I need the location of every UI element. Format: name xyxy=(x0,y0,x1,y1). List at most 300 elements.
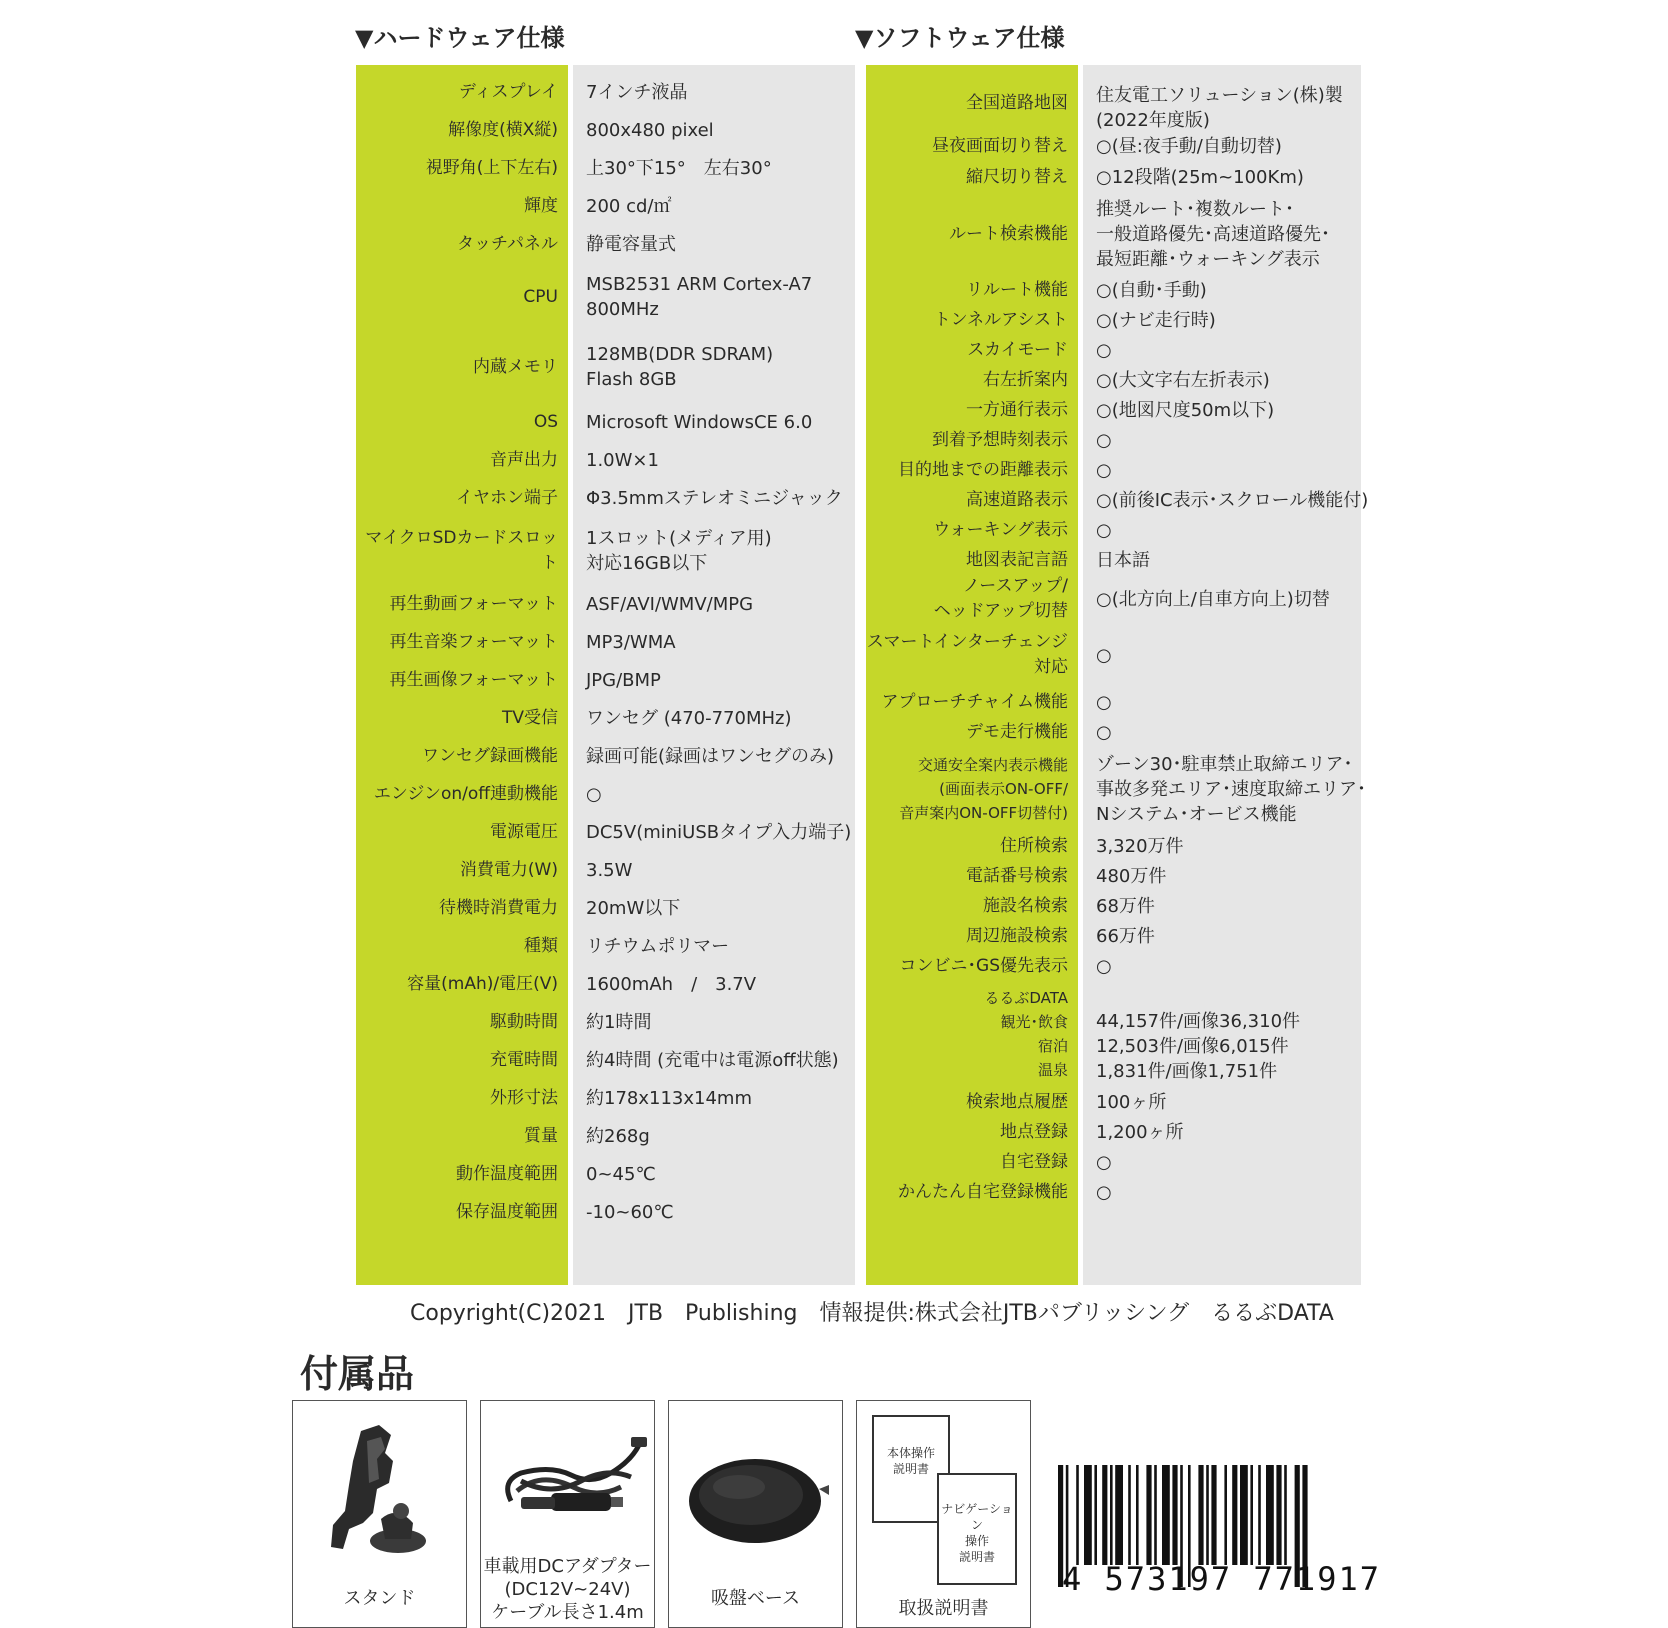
spec-value-line: MSB2531 ARM Cortex-A7 xyxy=(586,274,813,295)
spec-value xyxy=(586,1193,851,1231)
spec-value xyxy=(1096,1147,1357,1177)
spec-label xyxy=(866,891,1068,921)
spec-label-line: 地図表記言語 xyxy=(966,549,1068,570)
accessory-caption: スタンド xyxy=(343,1588,416,1609)
barcode-bar xyxy=(1154,1465,1157,1565)
spec-value xyxy=(586,517,851,585)
spec-row xyxy=(866,687,1361,717)
spec-value-line: ○ xyxy=(1096,1181,1112,1203)
spec-value xyxy=(586,263,851,331)
spec-value xyxy=(1096,485,1369,515)
spec-row xyxy=(866,425,1361,455)
spec-label-line: 縮尺切り替え xyxy=(966,166,1068,187)
spec-label xyxy=(866,575,1068,623)
spec-value-line: 約178x113x14mm xyxy=(586,1087,752,1109)
spec-value-line: 住友電工ソリューション(株)製 xyxy=(1096,85,1343,106)
spec-row xyxy=(866,75,1361,131)
spec-value-line: Φ3.5mmステレオミニジャック xyxy=(586,487,843,509)
spec-value-line: 1,831件/画像1,751件 xyxy=(1096,1061,1278,1082)
spec-value xyxy=(1096,891,1357,921)
spec-value xyxy=(1096,575,1357,623)
spec-value-line: ASF/AVI/WMV/MPG xyxy=(586,593,754,615)
spec-label xyxy=(866,921,1068,951)
spec-value-line: (2022年度版) xyxy=(1096,110,1210,131)
spec-row xyxy=(356,225,855,263)
spec-label xyxy=(356,1193,558,1231)
spec-label xyxy=(356,441,558,479)
barcode-number: 4 573197 771917 xyxy=(1062,1560,1381,1598)
spec-label-line: 一方通行表示 xyxy=(966,399,1068,420)
manual-icon xyxy=(857,1401,1032,1591)
barcode-bar xyxy=(1172,1465,1177,1565)
spec-label xyxy=(866,455,1068,485)
spec-value xyxy=(586,661,851,699)
spec-label-line: 視野角(上下左右) xyxy=(425,157,558,178)
spec-value-line: MP3/WMA xyxy=(586,631,676,653)
spec-value xyxy=(1096,455,1357,485)
spec-label xyxy=(866,623,1068,687)
spec-label xyxy=(866,831,1068,861)
spec-row xyxy=(356,441,855,479)
barcode-bar xyxy=(1102,1465,1107,1565)
suction-base-icon xyxy=(669,1401,844,1561)
spec-label-line: 自宅登録 xyxy=(1000,1151,1068,1172)
spec-value-line: 3.5W xyxy=(586,859,633,881)
spec-row xyxy=(866,575,1361,623)
barcode-bar xyxy=(1084,1465,1092,1565)
accessory-dc-adapter xyxy=(480,1400,655,1628)
spec-label xyxy=(866,951,1068,981)
spec-value xyxy=(586,585,851,623)
spec-label xyxy=(356,517,558,585)
spec-label-line: 待機時消費電力 xyxy=(439,897,558,918)
spec-label-line: 対応 xyxy=(1034,657,1068,677)
spec-value-line: ゾーン30･駐車禁止取締エリア･ xyxy=(1096,753,1353,775)
barcode-bar xyxy=(1128,1465,1131,1565)
spec-row xyxy=(356,1079,855,1117)
spec-row xyxy=(866,485,1369,515)
spec-value xyxy=(1096,623,1357,687)
spec-value xyxy=(586,441,851,479)
spec-value-line: ○(地図尺度50m以下) xyxy=(1096,399,1275,421)
spec-value-line: Nシステム･オービス機能 xyxy=(1096,803,1297,825)
spec-value xyxy=(1096,1087,1357,1117)
spec-row xyxy=(356,927,855,965)
spec-value xyxy=(1096,425,1357,455)
spec-label-line: 音声案内ON-OFF切替付) xyxy=(899,804,1068,822)
spec-row xyxy=(866,1177,1361,1207)
spec-value xyxy=(586,1079,851,1117)
barcode-bar xyxy=(1094,1465,1097,1565)
spec-label xyxy=(356,479,558,517)
spec-label xyxy=(866,515,1068,545)
spec-label-line: 電話番号検索 xyxy=(966,865,1068,886)
spec-label xyxy=(866,75,1068,131)
spec-value xyxy=(586,737,851,775)
hardware-spec-table xyxy=(356,65,855,1285)
spec-label-line: トンネルアシスト xyxy=(933,309,1068,330)
spec-value-line: 800MHz xyxy=(586,299,659,320)
spec-value xyxy=(1096,747,1366,831)
spec-label-line: 保存温度範囲 xyxy=(456,1201,558,1222)
barcode-bar xyxy=(1232,1465,1237,1565)
spec-label-line: 全国道路地図 xyxy=(966,92,1068,113)
barcode-bar xyxy=(1276,1465,1281,1565)
spec-label xyxy=(866,335,1068,365)
spec-value-line: 44,157件/画像36,310件 xyxy=(1096,1011,1301,1032)
spec-label-line: スカイモード xyxy=(967,339,1068,360)
spec-row xyxy=(866,545,1361,575)
spec-label-line: 到着予想時刻表示 xyxy=(932,429,1068,450)
spec-value xyxy=(586,225,851,263)
spec-row xyxy=(356,479,855,517)
spec-value xyxy=(1096,1177,1357,1207)
accessory-caption: 取扱説明書 xyxy=(898,1598,989,1619)
spec-label xyxy=(866,305,1068,335)
main-unit-manual: 本体操作 説明書 xyxy=(872,1415,950,1523)
spec-label-line: 解像度(横X縦) xyxy=(448,119,558,140)
spec-label xyxy=(866,1177,1068,1207)
spec-label-line: 内蔵メモリ xyxy=(473,356,558,377)
spec-row xyxy=(356,149,855,187)
spec-label-line: 交通安全案内表示機能 xyxy=(917,756,1068,774)
spec-row xyxy=(356,661,855,699)
spec-label-line: 質量 xyxy=(524,1125,558,1146)
spec-value-line: Flash 8GB xyxy=(586,369,677,390)
spec-row xyxy=(866,951,1361,981)
spec-value-line: 1,200ヶ所 xyxy=(1096,1121,1184,1143)
spec-value xyxy=(586,1155,851,1193)
spec-value xyxy=(1096,981,1357,1087)
spec-label xyxy=(356,813,558,851)
barcode-bar xyxy=(1266,1465,1274,1565)
spec-value-line: ○(前後IC表示･スクロール機能付) xyxy=(1096,489,1369,511)
spec-label-line: 昼夜画面切り替え xyxy=(932,135,1068,156)
spec-row xyxy=(356,1117,855,1155)
spec-label xyxy=(866,981,1068,1087)
spec-label xyxy=(356,775,558,813)
dc-adapter-icon xyxy=(481,1401,656,1551)
spec-value xyxy=(1096,365,1357,395)
spec-row xyxy=(866,831,1361,861)
spec-label xyxy=(356,1155,558,1193)
spec-row xyxy=(866,747,1366,831)
spec-label-line: 施設名検索 xyxy=(983,895,1068,916)
spec-label-line: 電源電圧 xyxy=(490,821,558,842)
spec-label xyxy=(866,861,1068,891)
spec-label xyxy=(866,545,1068,575)
spec-label-line: 右左折案内 xyxy=(983,369,1068,390)
spec-value-line: 66万件 xyxy=(1096,925,1155,947)
spec-label-line: 高速道路表示 xyxy=(966,489,1068,510)
spec-row xyxy=(356,699,855,737)
spec-label-line: (画面表示ON-OFF/ xyxy=(939,780,1068,798)
spec-value-line: -10~60℃ xyxy=(586,1201,674,1223)
spec-row xyxy=(356,1155,855,1193)
spec-value xyxy=(1096,395,1357,425)
spec-label-line: TV受信 xyxy=(501,707,558,728)
spec-value-line: ○ xyxy=(1096,339,1112,361)
spec-label-line: エンジンon/off連動機能 xyxy=(373,783,558,804)
spec-value-line: 上30°下15° 左右30° xyxy=(586,157,772,179)
spec-label xyxy=(356,149,558,187)
spec-value-line: 日本語 xyxy=(1096,549,1150,571)
spec-value xyxy=(586,149,851,187)
accessory-caption: 吸盤ベース xyxy=(710,1588,801,1609)
spec-row xyxy=(356,73,855,111)
spec-value-line: 0~45℃ xyxy=(586,1163,656,1185)
spec-value-line: ワンセグ (470-770MHz) xyxy=(586,707,792,729)
spec-value xyxy=(586,187,851,225)
spec-label-line: コンビニ･GS優先表示 xyxy=(899,955,1068,976)
spec-value xyxy=(586,775,851,813)
spec-label-line: 地点登録 xyxy=(1000,1121,1068,1142)
spec-label-line: スマートインターチェンジ xyxy=(866,632,1068,652)
spec-row xyxy=(866,1087,1361,1117)
spec-value-line: ○12段階(25m~100Km) xyxy=(1096,166,1304,188)
spec-label-line: マイクロSDカードスロット xyxy=(365,528,558,573)
spec-label-line: 充電時間 xyxy=(490,1049,558,1070)
barcode-bar xyxy=(1250,1465,1253,1565)
spec-label xyxy=(866,365,1068,395)
spec-label xyxy=(356,851,558,889)
accessory-caption: 車載用DCアダプター (DC12V~24V) ケーブル長さ1.4m xyxy=(483,1556,652,1623)
spec-value xyxy=(1096,515,1357,545)
spec-row xyxy=(356,889,855,927)
spec-value xyxy=(1096,831,1357,861)
spec-label xyxy=(866,717,1068,747)
spec-value-line: 事故多発エリア･速度取締エリア･ xyxy=(1096,778,1366,800)
spec-label-line: 再生音楽フォーマット xyxy=(389,631,558,652)
spec-label-line: かんたん自宅登録機能 xyxy=(898,1181,1068,1202)
spec-value-line: 約268g xyxy=(586,1125,650,1147)
barcode-bar xyxy=(1206,1465,1209,1565)
spec-row xyxy=(866,275,1361,305)
spec-value-line: ○ xyxy=(1096,955,1112,977)
navigation-manual: ナビゲーション 操作 説明書 xyxy=(937,1473,1017,1585)
spec-label-line: OS xyxy=(533,411,558,432)
spec-label-line: ノースアップ/ xyxy=(962,576,1068,596)
spec-label-line: 再生画像フォーマット xyxy=(389,669,558,690)
spec-label-line: 輝度 xyxy=(524,195,558,216)
spec-label xyxy=(356,965,558,1003)
spec-value-line: 一般道路優先･高速道路優先･ xyxy=(1096,223,1330,245)
spec-value-line: 200 cd/㎡ xyxy=(586,195,672,217)
spec-label xyxy=(356,699,558,737)
spec-value-line: ○ xyxy=(1096,519,1112,541)
spec-value-line: ○ xyxy=(1096,691,1112,713)
spec-label-line: CPU xyxy=(523,286,558,307)
spec-label xyxy=(866,1147,1068,1177)
spec-row xyxy=(356,1193,855,1231)
spec-value-line: 128MB(DDR SDRAM) xyxy=(586,344,774,365)
spec-label xyxy=(356,661,558,699)
spec-value-line: ○(大文字右左折表示) xyxy=(1096,369,1270,391)
spec-value-line: ○ xyxy=(1096,429,1112,451)
spec-value xyxy=(1096,951,1357,981)
software-spec-title: ▼ソフトウェア仕様 xyxy=(855,24,1065,52)
spec-value-line: 20mW以下 xyxy=(586,897,681,919)
spec-label-line: ウォーキング表示 xyxy=(933,519,1068,540)
spec-value-line: 約4時間 (充電中は電源off状態) xyxy=(586,1049,839,1071)
spec-value xyxy=(586,403,851,441)
spec-label-line: ヘッドアップ切替 xyxy=(933,601,1068,621)
spec-value xyxy=(586,479,851,517)
spec-row xyxy=(866,623,1361,687)
spec-value-line: 最短距離･ウォーキング表示 xyxy=(1096,248,1320,270)
spec-value-line: 7インチ液晶 xyxy=(586,81,688,103)
spec-label xyxy=(356,225,558,263)
spec-label-line: 再生動画フォーマット xyxy=(389,593,558,614)
spec-value-line: 3,320万件 xyxy=(1096,835,1184,857)
spec-value-line: 480万件 xyxy=(1096,865,1167,887)
spec-label xyxy=(866,485,1068,515)
barcode-bar xyxy=(1115,1465,1123,1565)
spec-label-line: 駆動時間 xyxy=(490,1011,558,1032)
spec-row xyxy=(356,585,855,623)
copyright-text: Copyright(C)2021 JTB Publishing 情報提供:株式会社JTBパブリッシング るるぶDATA xyxy=(410,1301,1334,1326)
spec-row xyxy=(356,1003,855,1041)
spec-label-line: 温泉 xyxy=(1037,1061,1068,1079)
spec-row xyxy=(866,1147,1361,1177)
spec-label-line: ルート検索機能 xyxy=(949,223,1068,244)
hardware-spec-title: ▼ハードウェア仕様 xyxy=(355,24,565,52)
spec-row xyxy=(356,851,855,889)
spec-label-line: 周辺施設検索 xyxy=(966,925,1068,946)
spec-label-line: るるぶDATA xyxy=(984,989,1068,1007)
spec-value xyxy=(586,331,851,403)
spec-label xyxy=(356,737,558,775)
spec-row xyxy=(356,623,855,661)
spec-label-line: 動作温度範囲 xyxy=(456,1163,558,1184)
spec-value-line: 約1時間 xyxy=(586,1011,652,1033)
spec-row xyxy=(866,131,1361,161)
spec-value xyxy=(586,965,851,1003)
spec-label xyxy=(356,73,558,111)
spec-label xyxy=(866,425,1068,455)
spec-value-line: 静電容量式 xyxy=(586,233,676,255)
accessory-suction-base xyxy=(668,1400,843,1628)
spec-value xyxy=(586,813,851,851)
spec-value xyxy=(1096,717,1357,747)
spec-label xyxy=(866,275,1068,305)
spec-value xyxy=(1096,305,1357,335)
spec-value xyxy=(586,73,851,111)
barcode-bar xyxy=(1110,1465,1113,1565)
spec-value-line: JPG/BMP xyxy=(586,669,661,691)
spec-value xyxy=(1096,921,1357,951)
spec-row xyxy=(356,813,855,851)
spec-label xyxy=(356,1079,558,1117)
spec-label xyxy=(356,1117,558,1155)
stand-icon xyxy=(293,1401,468,1571)
barcode-bar xyxy=(1211,1465,1216,1565)
spec-row xyxy=(866,161,1361,193)
barcode-bar xyxy=(1224,1465,1227,1565)
spec-label xyxy=(356,187,558,225)
spec-value xyxy=(1096,335,1357,365)
accessory-stand xyxy=(292,1400,467,1628)
spec-row xyxy=(866,1117,1361,1147)
spec-row xyxy=(356,517,855,585)
spec-row xyxy=(866,193,1361,275)
spec-label xyxy=(866,687,1068,717)
spec-row xyxy=(356,111,855,149)
spec-label-line: リルート機能 xyxy=(966,279,1068,300)
spec-label xyxy=(356,1003,558,1041)
spec-label-line: 容量(mAh)/電圧(V) xyxy=(407,973,558,994)
spec-label-line: 検索地点履歴 xyxy=(966,1091,1068,1112)
spec-value-line: リチウムポリマー xyxy=(586,935,730,957)
spec-label-line: タッチパネル xyxy=(457,233,558,254)
spec-label xyxy=(866,747,1068,831)
spec-value-line: 推奨ルート･複数ルート･ xyxy=(1096,198,1294,220)
spec-label xyxy=(356,403,558,441)
spec-label-line: 観光･飲食 xyxy=(1000,1013,1068,1031)
spec-row xyxy=(866,861,1361,891)
spec-row xyxy=(356,331,855,403)
spec-row xyxy=(356,403,855,441)
spec-value-line: ○(ナビ走行時) xyxy=(1096,309,1216,331)
spec-value-line: 対応16GB以下 xyxy=(586,553,708,574)
spec-label-line: 種類 xyxy=(524,935,558,956)
spec-value xyxy=(1096,687,1357,717)
spec-row xyxy=(866,891,1361,921)
barcode-bar xyxy=(1240,1465,1248,1565)
spec-label xyxy=(356,927,558,965)
spec-value-line: ○ xyxy=(1096,1151,1112,1173)
spec-label-line: ディスプレイ xyxy=(458,81,558,102)
spec-label xyxy=(356,331,558,403)
accessories-title: 付属品 xyxy=(300,1352,415,1396)
spec-label-line: イヤホン端子 xyxy=(456,487,558,508)
spec-label xyxy=(866,395,1068,425)
spec-value xyxy=(1096,193,1357,275)
spec-value xyxy=(1096,275,1357,305)
spec-label xyxy=(356,585,558,623)
spec-value-line: ○(北方向上/自車方向上)切替 xyxy=(1096,588,1330,610)
spec-label xyxy=(356,1041,558,1079)
spec-value-line: ○ xyxy=(1096,721,1112,743)
spec-label xyxy=(356,111,558,149)
spec-label xyxy=(356,623,558,661)
spec-value xyxy=(586,889,851,927)
spec-value-line: 1600mAh / 3.7V xyxy=(586,973,757,995)
barcode-bar xyxy=(1258,1465,1261,1565)
spec-value-line: ○(昼:夜手動/自動切替) xyxy=(1096,135,1282,157)
spec-label-line: 住所検索 xyxy=(1000,835,1068,856)
spec-value xyxy=(1096,75,1357,131)
spec-row xyxy=(866,981,1361,1087)
spec-label-line: 目的地までの距離表示 xyxy=(898,459,1068,480)
spec-label-line: 音声出力 xyxy=(490,449,558,470)
spec-row xyxy=(356,965,855,1003)
spec-value xyxy=(1096,131,1357,161)
spec-label xyxy=(866,1087,1068,1117)
software-spec-table xyxy=(866,65,1369,1285)
spec-row xyxy=(356,775,855,813)
spec-value xyxy=(1096,161,1357,193)
spec-value-line: 100ヶ所 xyxy=(1096,1091,1167,1113)
spec-value-line: ○ xyxy=(1096,644,1112,666)
spec-value xyxy=(586,699,851,737)
spec-row xyxy=(356,187,855,225)
spec-value-line: DC5V(miniUSBタイプ入力端子) xyxy=(586,821,852,843)
spec-label xyxy=(866,193,1068,275)
spec-value xyxy=(586,851,851,889)
spec-value-line: 1.0W×1 xyxy=(586,449,659,471)
spec-row xyxy=(866,305,1361,335)
